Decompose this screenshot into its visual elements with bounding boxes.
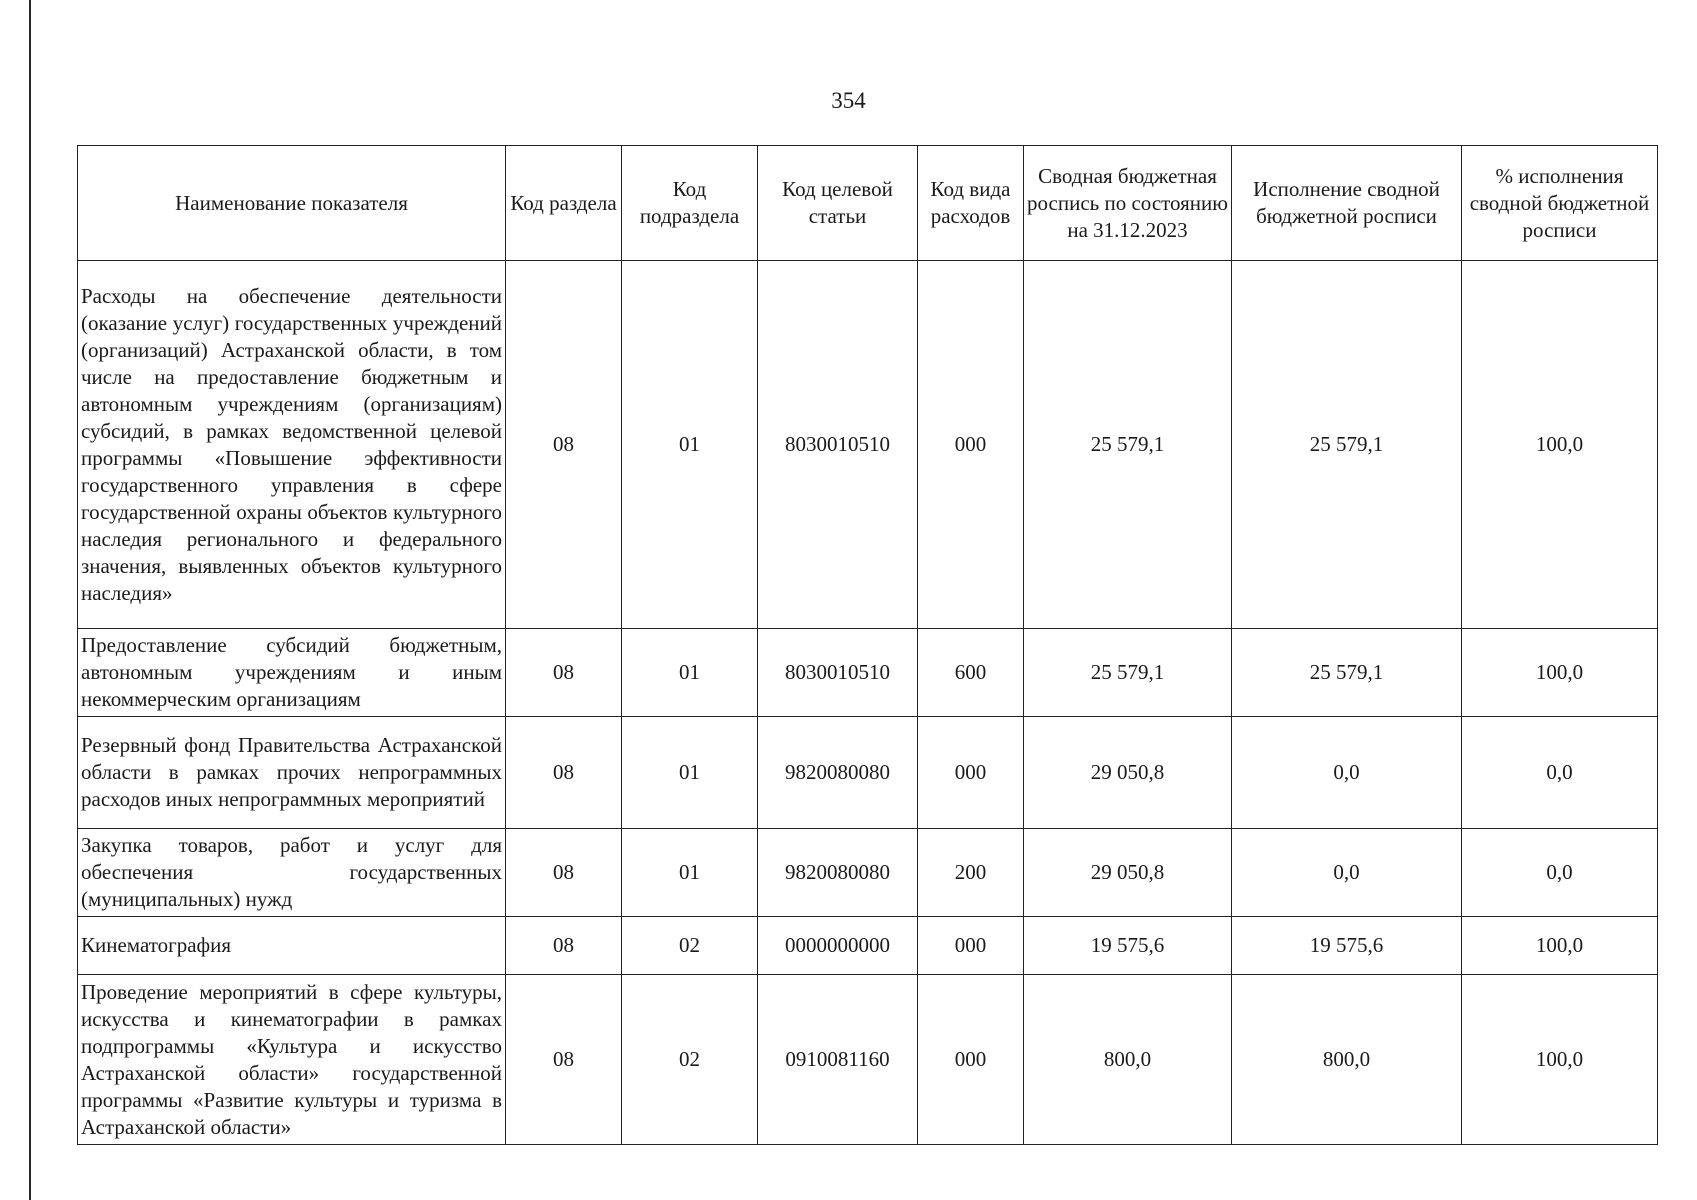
row-expense-type: 000: [918, 917, 1024, 975]
row-indicator-name: Кинематография: [78, 917, 506, 975]
row-subsection-code: 02: [622, 975, 758, 1145]
row-section-code: 08: [506, 975, 622, 1145]
row-section-code: 08: [506, 917, 622, 975]
row-section-code: 08: [506, 261, 622, 629]
row-indicator-name: Проведение мероприятий в сфере культуры, искусства и кинематографии в рамках подпрограммы «Культура и искусство Астраханской области» государственной программы «Развитие культуры и туризма в Астраханской области»: [78, 975, 506, 1145]
page-number: 354: [831, 88, 866, 113]
header-target-article-code: Код целевой статьи: [758, 146, 918, 261]
row-budget-plan: 25 579,1: [1024, 261, 1232, 629]
row-expense-type: 000: [918, 717, 1024, 829]
table-row: [78, 917, 1658, 975]
row-execution-percent: 100,0: [1462, 629, 1658, 717]
row-subsection-code: 02: [622, 917, 758, 975]
row-budget-plan: 29 050,8: [1024, 717, 1232, 829]
row-budget-actual: 0,0: [1232, 717, 1462, 829]
row-target-code: 9820080080: [758, 717, 918, 829]
row-budget-actual: 25 579,1: [1232, 629, 1462, 717]
header-section-code: Код раздела: [506, 146, 622, 261]
header-subsection-code: Код подраздела: [622, 146, 758, 261]
table-row: [78, 829, 1658, 917]
table-header-row: [78, 146, 1658, 261]
row-expense-type: 200: [918, 829, 1024, 917]
row-budget-plan: 19 575,6: [1024, 917, 1232, 975]
row-subsection-code: 01: [622, 261, 758, 629]
row-expense-type: 000: [918, 261, 1024, 629]
row-budget-plan: 29 050,8: [1024, 829, 1232, 917]
row-target-code: 8030010510: [758, 261, 918, 629]
row-indicator-name: Резервный фонд Правительства Астраханской области в рамках прочих непрограммных расходов иных непрограммных мероприятий: [78, 717, 506, 829]
row-budget-plan: 25 579,1: [1024, 629, 1232, 717]
row-execution-percent: 100,0: [1462, 917, 1658, 975]
header-indicator-name: Наименование показателя: [78, 146, 506, 261]
row-indicator-name: Закупка товаров, работ и услуг для обеспечения государственных (муниципальных) нужд: [78, 829, 506, 917]
row-target-code: 8030010510: [758, 629, 918, 717]
row-indicator-name: Предоставление субсидий бюджетным, автономным учреждениям и иным некоммерческим организациям: [78, 629, 506, 717]
row-budget-actual: 0,0: [1232, 829, 1462, 917]
table-row: [78, 975, 1658, 1145]
row-target-code: 0000000000: [758, 917, 918, 975]
header-expense-type-code: Код вида расходов: [918, 146, 1024, 261]
row-execution-percent: 0,0: [1462, 829, 1658, 917]
header-budget-execution: Исполнение сводной бюджетной росписи: [1232, 146, 1462, 261]
row-target-code: 9820080080: [758, 829, 918, 917]
row-subsection-code: 01: [622, 717, 758, 829]
budget-execution-table: [77, 145, 1658, 1145]
row-section-code: 08: [506, 717, 622, 829]
row-execution-percent: 100,0: [1462, 975, 1658, 1145]
row-subsection-code: 01: [622, 829, 758, 917]
row-budget-actual: 25 579,1: [1232, 261, 1462, 629]
row-expense-type: 000: [918, 975, 1024, 1145]
row-section-code: 08: [506, 629, 622, 717]
row-target-code: 0910081160: [758, 975, 918, 1145]
row-budget-plan: 800,0: [1024, 975, 1232, 1145]
row-subsection-code: 01: [622, 629, 758, 717]
row-execution-percent: 100,0: [1462, 261, 1658, 629]
row-expense-type: 600: [918, 629, 1024, 717]
row-budget-actual: 19 575,6: [1232, 917, 1462, 975]
header-execution-percent: % исполнения сводной бюджетной росписи: [1462, 146, 1658, 261]
row-section-code: 08: [506, 829, 622, 917]
table-row: [78, 261, 1658, 629]
row-execution-percent: 0,0: [1462, 717, 1658, 829]
table-row: [78, 717, 1658, 829]
row-indicator-name: Расходы на обеспечение деятельности (оказание услуг) государственных учреждений (организаций) Астраханской области, в том числе на предоставление бюджетным и автономным учреждениям (организациям) субсидий, в рамках ведомственной целевой программы «Повышение эффективности государственного управления в сфере государственной охраны объектов культурного наследия регионального и федерального значения, выявленных объектов культурного наследия»: [78, 261, 506, 629]
header-budget-plan: Сводная бюджетная роспись по состоянию на 31.12.2023: [1024, 146, 1232, 261]
row-budget-actual: 800,0: [1232, 975, 1462, 1145]
binding-margin-line: [29, 0, 31, 1200]
table-row: [78, 629, 1658, 717]
